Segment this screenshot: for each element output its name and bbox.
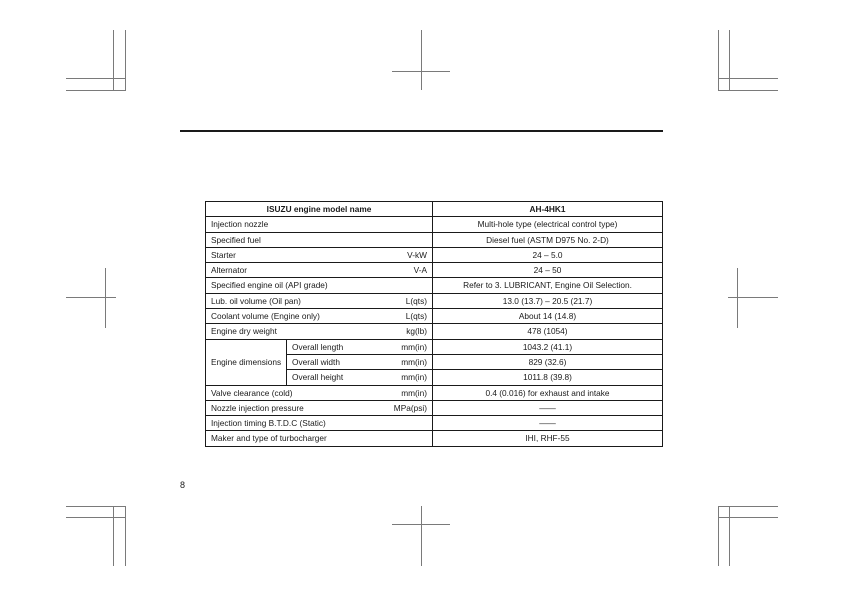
row-label: Specified fuel: [211, 234, 261, 245]
row-label: Nozzle injection pressure: [211, 402, 304, 413]
row-unit: mm(in): [401, 341, 427, 352]
row-value: ——: [433, 400, 663, 415]
row-value: About 14 (14.8): [433, 309, 663, 324]
row-label: Injection nozzle: [211, 219, 269, 230]
row-label-cell: [206, 400, 433, 415]
page-number: 8: [180, 480, 186, 490]
row-label-cell: [287, 370, 433, 385]
table-row: [206, 339, 663, 354]
table-row: [206, 263, 663, 278]
row-value: ——: [433, 416, 663, 431]
row-unit: mm(in): [401, 387, 427, 398]
table-row: [206, 416, 663, 431]
row-value: Diesel fuel (ASTM D975 No. 2-D): [433, 232, 663, 247]
model-name-label: ISUZU engine model name: [206, 202, 433, 217]
row-label: Alternator: [211, 265, 247, 276]
registration-mark: [421, 30, 422, 90]
row-value: 24 – 5.0: [433, 247, 663, 262]
row-label: Starter: [211, 249, 236, 260]
model-name-value: AH-4HK1: [433, 202, 663, 217]
crop-mark: [66, 517, 126, 518]
row-label: Coolant volume (Engine only): [211, 311, 320, 322]
row-label: Injection timing B.T.D.C (Static): [211, 418, 326, 429]
table-row: [206, 217, 663, 232]
header-rule: [180, 130, 663, 132]
row-label-cell: [287, 339, 433, 354]
row-unit: mm(in): [401, 356, 427, 367]
row-label: Specified engine oil (API grade): [211, 280, 328, 291]
row-label-cell: [206, 324, 433, 339]
crop-mark: [718, 506, 719, 566]
registration-mark: [737, 268, 738, 328]
table-row: [206, 400, 663, 415]
table-row: [206, 309, 663, 324]
row-value: 24 – 50: [433, 263, 663, 278]
row-value: 829 (32.6): [433, 354, 663, 369]
row-label: Overall length: [292, 341, 344, 352]
table-row: [206, 247, 663, 262]
row-label-cell: [206, 217, 433, 232]
row-value: 0.4 (0.016) for exhaust and intake: [433, 385, 663, 400]
registration-mark: [728, 297, 778, 298]
crop-mark: [718, 506, 778, 507]
registration-mark: [66, 297, 116, 298]
row-label: Valve clearance (cold): [211, 387, 293, 398]
row-label-cell: [206, 431, 433, 446]
table-row: [206, 385, 663, 400]
row-label: Overall width: [292, 356, 340, 367]
row-label-cell: [206, 278, 433, 293]
row-value: Refer to 3. LUBRICANT, Engine Oil Selection.: [433, 278, 663, 293]
row-label: Lub. oil volume (Oil pan): [211, 295, 301, 306]
table-row: [206, 278, 663, 293]
engine-dimensions-label: Engine dimensions: [206, 339, 287, 385]
table-header-row: [206, 202, 663, 217]
row-label: Overall height: [292, 372, 344, 383]
row-label-cell: [206, 293, 433, 308]
row-value: 13.0 (13.7) – 20.5 (21.7): [433, 293, 663, 308]
crop-mark: [66, 90, 126, 91]
crop-mark: [113, 506, 114, 566]
row-label: Engine dry weight: [211, 326, 277, 337]
crop-mark: [729, 506, 730, 566]
row-label-cell: [206, 263, 433, 278]
crop-mark: [66, 506, 126, 507]
row-value: 1043.2 (41.1): [433, 339, 663, 354]
crop-mark: [66, 78, 126, 79]
crop-mark: [113, 30, 114, 90]
registration-mark: [421, 506, 422, 566]
row-unit: V-A: [413, 265, 427, 276]
row-label-cell: [206, 385, 433, 400]
engine-spec-table: [205, 201, 663, 447]
crop-mark: [718, 30, 719, 90]
row-label-cell: [287, 354, 433, 369]
crop-mark: [718, 517, 778, 518]
crop-mark: [718, 78, 778, 79]
row-unit: V-kW: [407, 249, 427, 260]
crop-mark: [125, 506, 126, 566]
row-label-cell: [206, 416, 433, 431]
row-label-cell: [206, 309, 433, 324]
row-value: 478 (1054): [433, 324, 663, 339]
row-label-cell: [206, 247, 433, 262]
table-row: [206, 431, 663, 446]
crop-mark: [718, 90, 778, 91]
row-value: Multi-hole type (electrical control type): [433, 217, 663, 232]
registration-mark: [105, 268, 106, 328]
row-unit: L(qts): [405, 295, 427, 306]
crop-mark: [729, 30, 730, 90]
table-row: [206, 232, 663, 247]
row-unit: L(qts): [405, 311, 427, 322]
row-unit: MPa(psi): [393, 402, 427, 413]
row-value: IHI, RHF-55: [433, 431, 663, 446]
row-unit: kg(lb): [406, 326, 427, 337]
row-unit: mm(in): [401, 372, 427, 383]
row-label: Maker and type of turbocharger: [211, 433, 327, 444]
row-label-cell: [206, 232, 433, 247]
row-value: 1011.8 (39.8): [433, 370, 663, 385]
crop-mark: [125, 30, 126, 90]
table-row: [206, 324, 663, 339]
table-row: [206, 293, 663, 308]
